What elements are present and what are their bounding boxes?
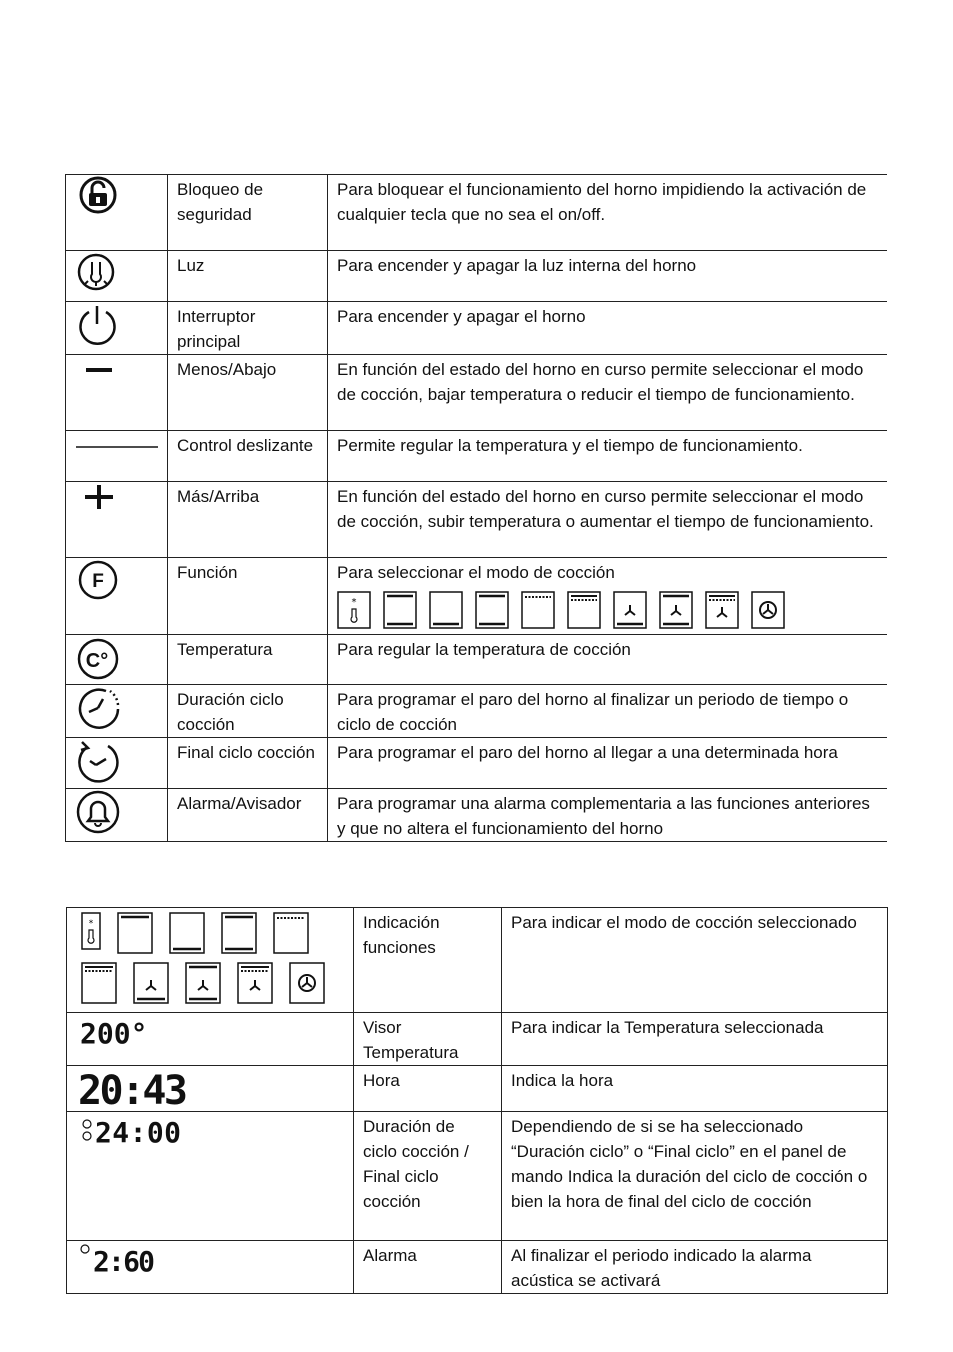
temperature-display xyxy=(67,1013,167,1053)
icon-cell xyxy=(66,302,168,355)
duration-display xyxy=(67,1112,207,1156)
grill-icon xyxy=(521,591,555,629)
function-mode-icons xyxy=(81,912,353,954)
clock-display xyxy=(67,1066,197,1110)
icon-cell xyxy=(67,1013,354,1066)
display-name: Hora xyxy=(354,1066,502,1112)
fan-grill-icon xyxy=(705,591,739,629)
table-row xyxy=(67,1013,888,1066)
table-row xyxy=(66,251,888,302)
icon-cell xyxy=(66,558,168,635)
icon-cell xyxy=(66,738,168,789)
control-name: Control deslizante xyxy=(168,431,328,482)
minus-icon xyxy=(66,355,166,395)
display-name: Indicación funciones xyxy=(354,908,502,1013)
slider-icon xyxy=(66,431,166,471)
fan-bottom-icon xyxy=(133,962,169,1004)
table-row xyxy=(66,482,888,558)
function-icon xyxy=(66,558,166,608)
defrost-icon xyxy=(289,962,325,1004)
fan-grill-icon xyxy=(237,962,273,1004)
control-description: Para encender y apagar el horno xyxy=(328,302,888,355)
icon-cell xyxy=(66,431,168,482)
duration-value: 24:00 xyxy=(95,1116,181,1149)
icon-cell xyxy=(66,635,168,685)
fan-static-icon xyxy=(659,591,693,629)
display-name: Duración de ciclo cocción / Final ciclo cocción xyxy=(354,1112,502,1241)
control-description-cell xyxy=(328,558,888,635)
control-name: Duración ciclo cocción xyxy=(168,685,328,738)
display-description: Dependiendo de si se ha seleccionado “Duración ciclo” o “Final ciclo” en el panel de mando Indica la duración del ciclo de cocción o bien la hora de final del ciclo de cocción xyxy=(502,1112,888,1241)
icon-cell xyxy=(66,175,168,251)
duration-icon xyxy=(66,685,166,731)
table-row xyxy=(66,175,888,251)
lock-icon xyxy=(66,175,166,235)
light-icon xyxy=(66,251,166,299)
temperature-symbol: C° xyxy=(85,650,109,672)
control-description: En función del estado del horno en curso permite seleccionar el modo de cocción, bajar temperatura o reducir el tiempo de funcionamiento. xyxy=(328,355,888,431)
control-description: Para bloquear el funcionamiento del horno impidiendo la activación de cualquier tecla que no sea el on/off. xyxy=(328,175,888,251)
control-name: Más/Arriba xyxy=(168,482,328,558)
control-description: Para encender y apagar la luz interna del horno xyxy=(328,251,888,302)
end-cycle-icon xyxy=(66,738,166,784)
control-name: Luz xyxy=(168,251,328,302)
display-description: Para indicar la Temperatura seleccionada xyxy=(502,1013,888,1066)
icon-cell xyxy=(66,482,168,558)
grill-top-icon xyxy=(81,962,117,1004)
static-oven-icon xyxy=(383,591,417,629)
light-mode-icon xyxy=(337,591,371,629)
alarm-bell-icon xyxy=(66,789,166,835)
icon-cell xyxy=(66,789,168,842)
function-mode-icons-row2 xyxy=(81,962,353,1004)
icon-cell xyxy=(67,1066,354,1112)
control-description: Para programar el paro del horno al finalizar un periodo de tiempo o ciclo de cocción xyxy=(328,685,888,738)
display-table xyxy=(66,907,888,1294)
bottom-heat-icon xyxy=(429,591,463,629)
icon-cell xyxy=(67,908,354,1013)
control-description: Para regular la temperatura de cocción xyxy=(328,635,888,685)
control-description: En función del estado del horno en curso permite seleccionar el modo de cocción, subir temperatura o aumentar el tiempo de funcionamiento. xyxy=(328,482,888,558)
grill-top-icon xyxy=(567,591,601,629)
cooking-mode-icons xyxy=(337,591,878,629)
table-row xyxy=(66,431,888,482)
alarm-display xyxy=(67,1241,187,1281)
control-name: Bloqueo de seguridad xyxy=(168,175,328,251)
temperature-value: 200° xyxy=(80,1017,148,1050)
control-name: Función xyxy=(168,558,328,635)
display-name: Visor Temperatura xyxy=(354,1013,502,1066)
control-description: Permite regular la temperatura y el tiempo de funcionamiento. xyxy=(328,431,888,482)
light-mode-icon xyxy=(81,912,101,950)
control-description: Para seleccionar el modo de cocción xyxy=(337,563,615,582)
table-row xyxy=(66,685,888,738)
bottom-heat-icon xyxy=(169,912,205,954)
grill-icon xyxy=(273,912,309,954)
fan-bottom-icon xyxy=(613,591,647,629)
control-description: Para programar el paro del horno al llegar a una determinada hora xyxy=(328,738,888,789)
table-row xyxy=(66,302,888,355)
power-icon xyxy=(66,302,166,350)
icon-cell xyxy=(66,355,168,431)
controls-table xyxy=(65,174,887,842)
function-symbol: F xyxy=(92,571,104,592)
top-heat-icon xyxy=(475,591,509,629)
table-row xyxy=(66,738,888,789)
icon-cell xyxy=(67,1241,354,1294)
top-heat-icon xyxy=(221,912,257,954)
table-row xyxy=(67,1241,888,1294)
control-name: Alarma/Avisador xyxy=(168,789,328,842)
display-name: Alarma xyxy=(354,1241,502,1294)
icon-cell xyxy=(67,1112,354,1241)
table-row xyxy=(67,1066,888,1112)
control-name: Final ciclo cocción xyxy=(168,738,328,789)
table-row xyxy=(67,908,888,1013)
control-name: Menos/Abajo xyxy=(168,355,328,431)
alarm-value: 2:60 xyxy=(93,1245,155,1278)
fan-static-icon xyxy=(185,962,221,1004)
temperature-icon xyxy=(66,635,166,681)
table-row xyxy=(66,635,888,685)
control-name: Temperatura xyxy=(168,635,328,685)
control-name: Interruptor principal xyxy=(168,302,328,355)
display-description: Para indicar el modo de cocción seleccionado xyxy=(502,908,888,1013)
static-oven-icon xyxy=(117,912,153,954)
svg-text:*: * xyxy=(351,597,357,608)
display-description: Al finalizar el periodo indicado la alarma acústica se activará xyxy=(502,1241,888,1294)
defrost-icon xyxy=(751,591,785,629)
table-row xyxy=(66,789,888,842)
control-description: Para programar una alarma complementaria a las funciones anteriores y que no altera el funcionamiento del horno xyxy=(328,789,888,842)
icon-cell xyxy=(66,685,168,738)
clock-value: 20:43 xyxy=(78,1068,188,1110)
display-description: Indica la hora xyxy=(502,1066,888,1112)
table-row xyxy=(66,558,888,635)
table-row xyxy=(66,355,888,431)
plus-icon xyxy=(66,482,166,522)
icon-cell xyxy=(66,251,168,302)
svg-text:*: * xyxy=(88,919,94,929)
table-row xyxy=(67,1112,888,1241)
